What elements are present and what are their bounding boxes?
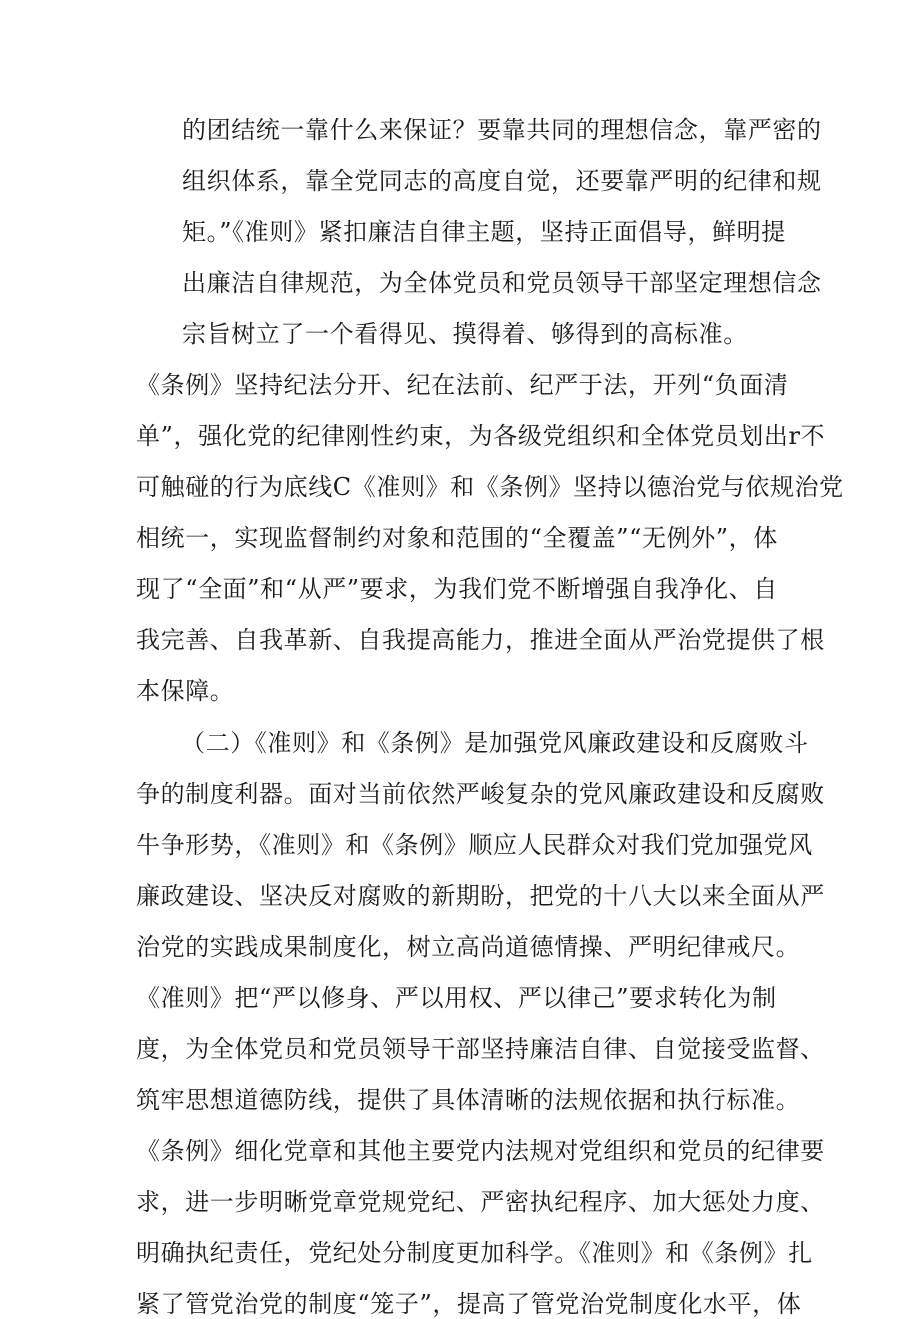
- text-line: 筑牢思想道德防线，提供了具体清晰的法规依据和执行标准。: [136, 1086, 801, 1114]
- text-line: 牛争形势，《准则》和《条例》顺应人民群众对我们党加强党风: [136, 831, 813, 859]
- text-line: 明确执纪责任，党纪处分制度更加科学。《准则》和《条例》扎: [136, 1239, 813, 1267]
- text-line: 单”，强化党的纪律刚性约束，为各级党组织和全体党员划出r不: [136, 422, 826, 450]
- section-heading-line: （二）《准则》和《条例》是加强党风廉政建设和反腐败斗: [181, 729, 809, 757]
- text-line: 的团结统一靠什么来保证？要靠共同的理想信念，靠严密的: [182, 116, 822, 144]
- text-line: 《条例》坚持纪法分开、纪在法前、纪严于法，开列“负面清: [136, 371, 789, 399]
- text-line: 求，进一步明晰党章党规党纪、严密执纪程序、加大惩处力度、: [136, 1188, 825, 1216]
- text-line: 可触碰的行为底线C《准则》和《条例》坚持以德治党与依规治党: [136, 473, 844, 501]
- text-line: 争的制度利器。面对当前依然严峻复杂的党风廉政建设和反腐败: [136, 780, 825, 808]
- text-line: 治党的实践成果制度化，树立高尚道德情操、严明纪律戒尺。: [136, 933, 801, 961]
- text-line: 《条例》细化党章和其他主要党内法规对党组织和党员的纪律要: [136, 1137, 825, 1165]
- text-line: 本保障。: [136, 677, 235, 705]
- text-line: 我完善、自我革新、自我提高能力，推进全面从严治党提供了根: [136, 626, 825, 654]
- text-line: 相统一，实现监督制约对象和范围的“全覆盖”“无例外”，体: [136, 524, 778, 552]
- text-line: 紧了管党治党的制度“笼子”，提高了管党治党制度化水平，体: [136, 1290, 802, 1318]
- text-line: 《准则》把“严以修身、严以用权、严以律己”要求转化为制: [136, 984, 777, 1012]
- text-line: 现了“全面”和“从严”要求，为我们党不断增强自我净化、自: [136, 575, 778, 603]
- text-line: 矩。”《准则》紧扣廉洁自律主题，坚持正面倡导，鲜明提: [182, 218, 786, 246]
- text-line: 组织体系，靠全党同志的高度自觉，还要靠严明的纪律和规: [182, 167, 822, 195]
- text-line: 廉政建设、坚决反对腐败的新期盼，把党的十八大以来全面从严: [136, 882, 825, 910]
- text-line: 度，为全体党员和党员领导干部坚持廉洁自律、自觉接受监督、: [136, 1035, 825, 1063]
- text-line: 宗旨树立了一个看得见、摸得着、够得到的高标准。: [182, 320, 748, 348]
- text-line: 出廉洁自律规范，为全体党员和党员领导干部坚定理想信念: [182, 269, 822, 297]
